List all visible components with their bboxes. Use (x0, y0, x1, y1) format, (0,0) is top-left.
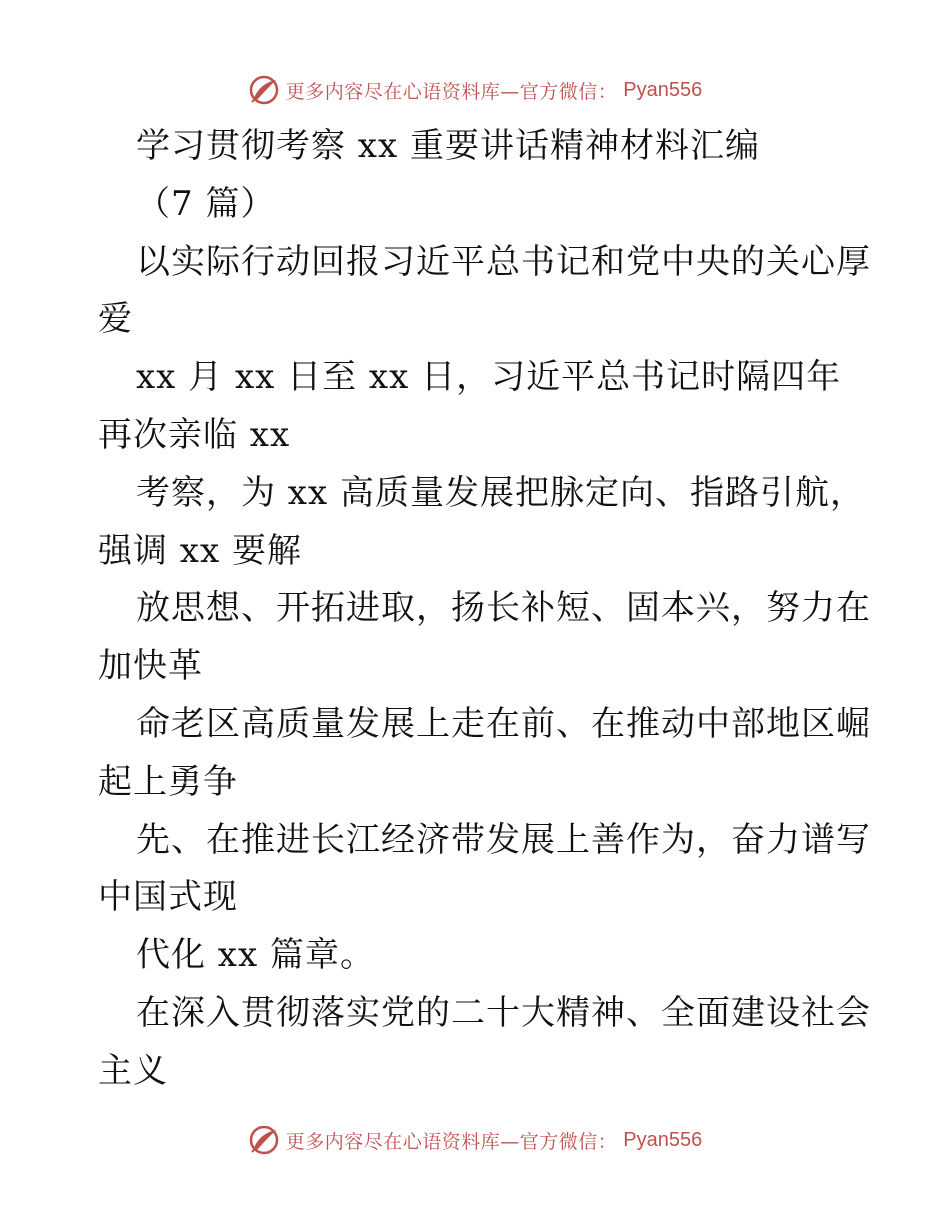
watermark-wechat-id: Pyan556 (623, 78, 703, 101)
text-line: 加快革 (98, 646, 203, 687)
text-line: 再次亲临 xx (98, 414, 291, 455)
text-line: 代化 xx 篇章。 (136, 935, 375, 976)
text-line: 爱 (98, 299, 133, 340)
watermark-text: 更多内容尽在心语资料库—官方微信： (285, 80, 618, 103)
text-line: 学习贯彻考察 xx 重要讲话精神材料汇编 (136, 126, 760, 166)
document-body (98, 118, 871, 1101)
watermark-text: 更多内容尽在心语资料库—官方微信： (285, 1130, 618, 1153)
text-line: 命老区高质量发展上走在前、在推动中部地区崛 (136, 703, 871, 744)
text-line: 起上勇争 (98, 761, 238, 802)
text-line: 中国式现 (98, 877, 238, 918)
pen-logo-icon (248, 74, 280, 106)
text-line: 以实际行动回报习近平总书记和党中央的关心厚 (136, 241, 871, 282)
text-line: 主义 (98, 1050, 168, 1091)
text-line: 在深入贯彻落实党的二十大精神、全面建设社会 (136, 992, 871, 1033)
header-watermark (0, 70, 950, 110)
watermark-wechat-id: Pyan556 (623, 1128, 703, 1151)
text-line: 考察，为 xx 高质量发展把脉定向、指路引航， (136, 472, 865, 513)
pen-logo-icon (248, 1124, 280, 1156)
footer-watermark (0, 1120, 950, 1160)
text-line: 放思想、开拓进取，扬长补短、固本兴，努力在 (136, 588, 871, 629)
text-line: 强调 xx 要解 (98, 530, 302, 571)
watermark-group (248, 1124, 702, 1156)
text-line: 先、在推进长江经济带发展上善作为，奋力谱写 (136, 819, 871, 860)
text-line: （7 篇） (136, 183, 276, 224)
text-line: xx 月 xx 日至 xx 日，习近平总书记时隔四年 (136, 357, 842, 398)
watermark-group (248, 74, 702, 106)
